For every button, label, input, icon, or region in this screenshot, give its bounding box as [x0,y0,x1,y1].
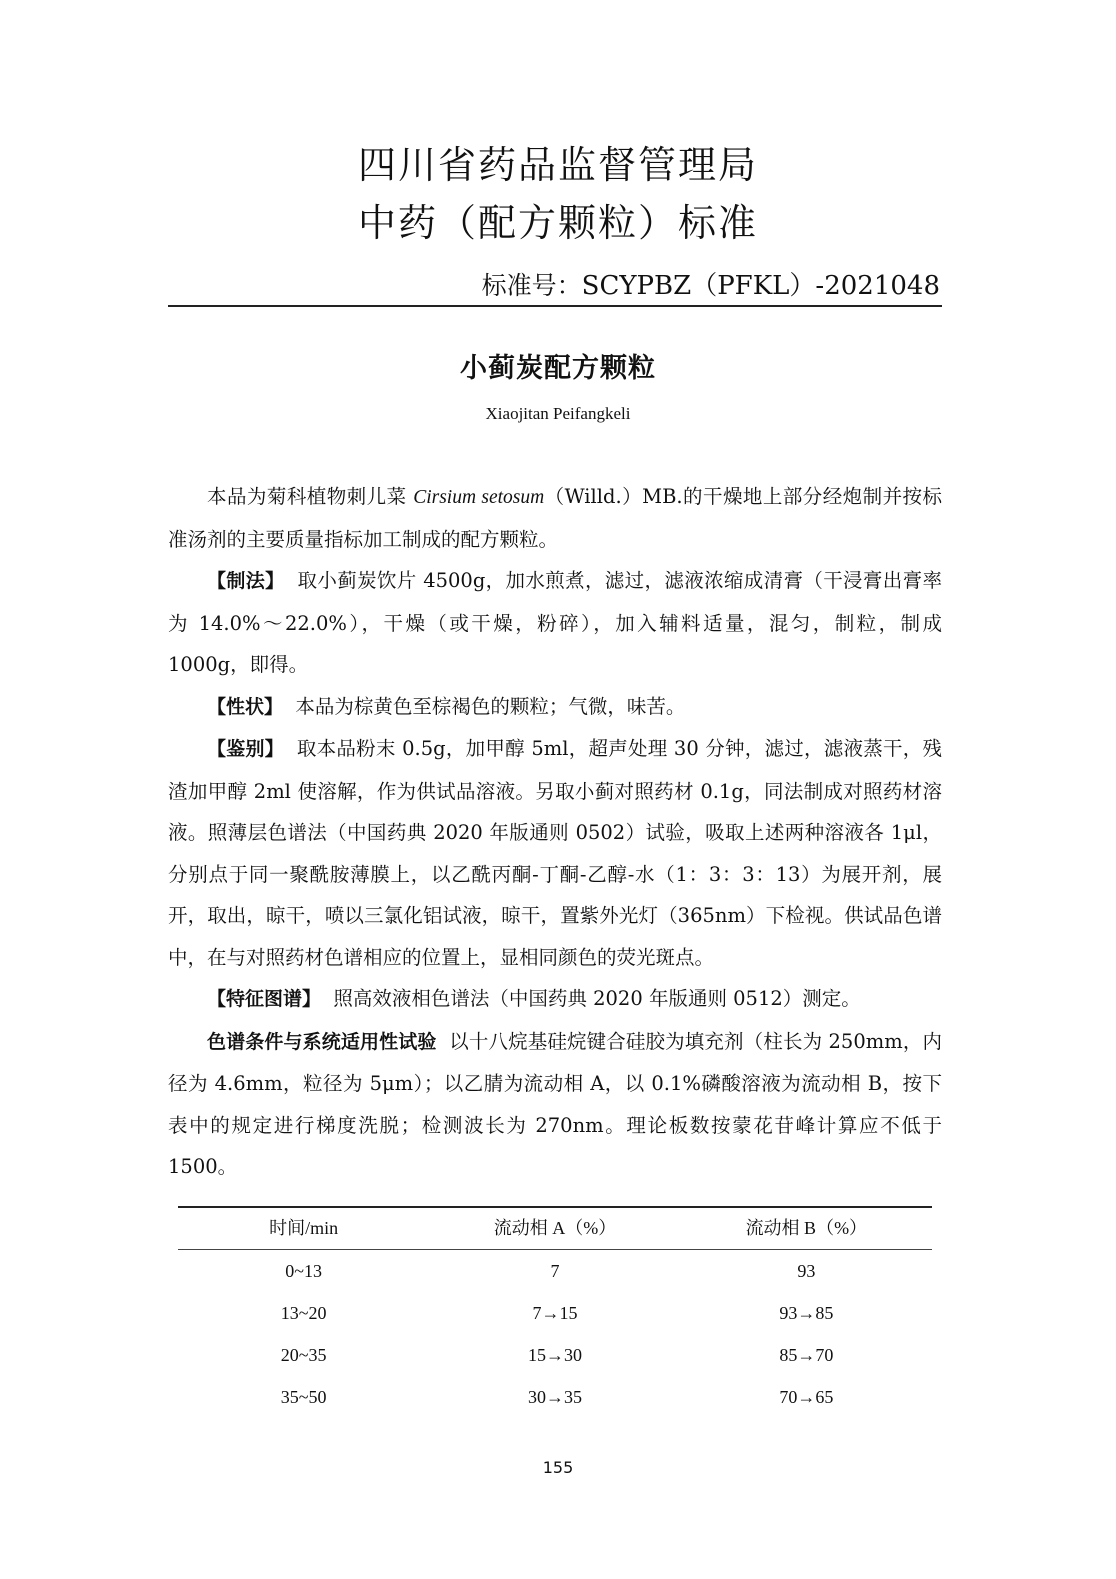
table-header-row [178,1208,932,1249]
latin-name: Cirsium setosum [413,487,545,508]
chromatography-paragraph [168,1021,942,1188]
drug-title: 小蓟炭配方颗粒 [460,353,656,384]
gradient-table [178,1206,932,1418]
table-cell: 93 [797,1261,816,1281]
description-label: 【性状】 [207,695,284,718]
preparation-label: 【制法】 [207,570,285,592]
table-header-cell: 流动相 B（%） [745,1218,868,1238]
chromatography-label: 色谱条件与系统适用性试验 [207,1030,437,1053]
table-header-cell: 流动相 A（%） [493,1218,617,1238]
standard-number-label: 标准号： [481,271,582,300]
identification-label: 【鉴别】 [207,738,285,760]
description-text: 本品为棕黄色至棕褐色的颗粒；气微，味苦。 [295,694,686,718]
fingerprint-paragraph [168,978,942,1021]
table-body [178,1250,932,1418]
page-number: 155 [542,1458,574,1477]
table-header-cell: 时间/min [269,1218,339,1238]
identification-paragraph [168,728,942,978]
table-cell: 85→70 [779,1345,834,1365]
table-cell: 93→85 [779,1303,834,1323]
table-row [178,1334,932,1376]
table-cell: 35~50 [280,1387,327,1407]
drug-pinyin: Xiaojitan Peifangkeli [485,404,631,423]
table-row [178,1250,932,1292]
identification-text: 取本品粉末 0.5g，加甲醇 5ml，超声处理 30 分钟，滤过，滤液蒸干，残渣加甲醇 2ml 使溶解，作为供试品溶液。另取小蓟对照药材 0.1g，同法制成对照药材溶液。照薄层色谱法（中国药典 2020 年版通则 0502）试验，吸取上述两种溶液各 1μl，分别点于同一聚酰胺薄膜上，以乙酰丙酮-丁酮-乙醇-水（1：3：3：13）为展开剂，展开，取出，晾干，喷以三氯化铝试液，晾干，置紫外光灯（365nm）下检视。供试品色谱中，在与对照药材色谱相应的位置上，显相同颜色的荧光斑点。 [168,737,942,969]
intro-text-2: （Willd.）MB.的干燥地上部分经炮制并按标准汤剂的主要质量指标加工制成的配方颗粒。 [168,485,942,551]
table-cell: 20~35 [280,1345,327,1365]
chromatography-text: 以十八烷基硅烷键合硅胶为填充剂（柱长为 250mm，内径为 4.6mm，粒径为 5μm）；以乙腈为流动相 A，以 0.1%磷酸溶液为流动相 B，按下表中的规定进行梯度洗脱；检测波长为 270nm。理论板数按蒙花苷峰计算应不低于 1500。 [168,1029,942,1178]
monograph-body [168,476,942,1188]
table-cell: 15→30 [527,1345,582,1365]
standard-number [482,264,940,308]
table-cell: 13~20 [280,1303,327,1323]
table-row [178,1292,932,1334]
fingerprint-text: 照高效液相色谱法（中国药典 2020 年版通则 0512）测定。 [333,987,861,1010]
description-paragraph [168,686,942,729]
document-title-line1: 四川省药品监督管理局 [357,143,758,187]
fingerprint-label: 【特征图谱】 [207,988,322,1010]
table-cell: 7→15 [532,1303,578,1323]
standard-number-value: SCYPBZ（PFKL）-2021048 [581,271,940,301]
table-cell: 0~13 [285,1261,323,1281]
preparation-paragraph [168,560,942,686]
table-cell: 30→35 [527,1387,582,1407]
document-title-line2: 中药（配方颗粒）标准 [357,201,758,245]
table-cell: 7 [550,1261,560,1281]
table-cell: 70→65 [779,1387,834,1407]
intro-text-1: 本品为菊科植物刺儿菜 [207,485,414,508]
intro-paragraph [168,476,942,560]
preparation-text: 取小蓟炭饮片 4500g，加水煎煮，滤过，滤液浓缩成清膏（干浸膏出膏率为 14.0%～22.0%），干燥（或干燥，粉碎），加入辅料适量，混匀，制粒，制成 1000g，即得。 [168,569,942,676]
header-divider [168,305,942,307]
table-row [178,1376,932,1418]
